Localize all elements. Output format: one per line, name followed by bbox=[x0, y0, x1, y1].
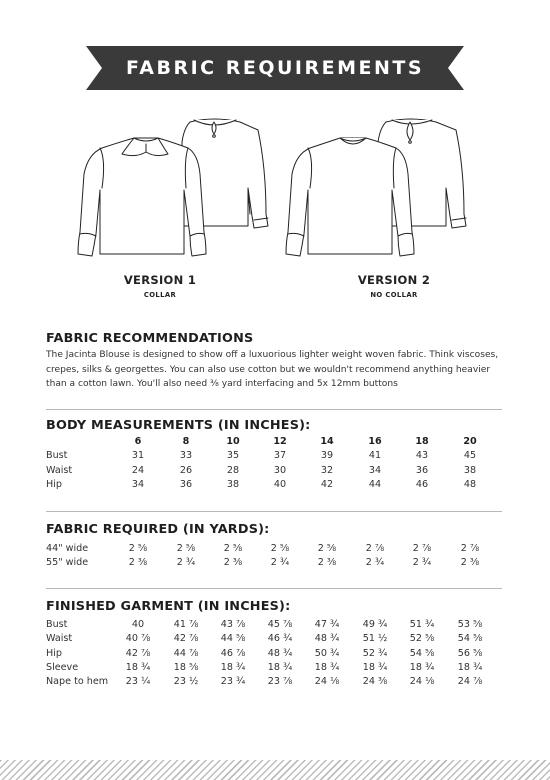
table-cell: 2 ⅞ bbox=[365, 543, 385, 554]
version-1-label: VERSION 1 bbox=[123, 273, 197, 287]
decorative-striped-footer bbox=[0, 760, 550, 780]
version-2-sublabel: NO COLLAR bbox=[370, 291, 418, 299]
table-cell: 23 ¾ bbox=[220, 676, 246, 688]
table-cell: 40 ⅞ bbox=[125, 633, 151, 645]
table-cell: 18 ¾ bbox=[314, 661, 340, 673]
table-row bbox=[46, 479, 506, 493]
table-cell: 18 ⅝ bbox=[173, 661, 199, 673]
size-header-cell: 12 bbox=[273, 436, 287, 447]
table-cell: 49 ¾ bbox=[362, 619, 388, 630]
table-cell: 32 bbox=[320, 464, 334, 476]
table-row bbox=[46, 450, 506, 464]
table-cell: 52 ⅝ bbox=[409, 633, 435, 645]
table-cell: 50 ¾ bbox=[314, 647, 340, 659]
page-title: FABRIC REQUIREMENTS bbox=[125, 57, 425, 79]
table-cell: 44 bbox=[368, 478, 382, 490]
table-cell: 26 bbox=[179, 464, 193, 476]
table-cell: 45 ⅞ bbox=[267, 619, 293, 630]
table-cell: 23 ⅞ bbox=[267, 676, 293, 688]
table-cell: 24 ⅛ bbox=[314, 676, 340, 688]
row-label: Hip bbox=[46, 478, 62, 490]
table-cell: 48 ¾ bbox=[267, 647, 293, 659]
table-cell: 46 ¾ bbox=[267, 633, 293, 645]
table-cell: 28 bbox=[226, 464, 240, 476]
row-label: 55" wide bbox=[46, 557, 89, 569]
table-cell: 30 bbox=[273, 464, 287, 476]
fabric-recommendations-text: The Jacinta Blouse is designed to show off a luxuorious lighter weight woven fabric. Think viscoses, crepes, silks & georgettes. You can also use cotton but we wouldn't recommend anything heavier than a cotton lawn. You'll also need ⅜ yard interfacing and 5x 12mm buttons bbox=[46, 350, 499, 390]
size-header-row bbox=[46, 436, 506, 450]
table-cell: 36 bbox=[179, 478, 193, 490]
version-2-label: VERSION 2 bbox=[357, 273, 431, 287]
version-1-sublabel: COLLAR bbox=[143, 291, 177, 299]
table-cell: 2 ⅝ bbox=[317, 543, 337, 554]
row-label: Sleeve bbox=[46, 661, 79, 673]
table-cell: 38 bbox=[463, 464, 477, 476]
table-cell: 2 ⅜ bbox=[223, 557, 243, 569]
table-cell: 44 ⅞ bbox=[173, 647, 199, 659]
size-header-cell: 8 bbox=[182, 436, 190, 447]
table-cell: 48 ¾ bbox=[314, 633, 340, 645]
table-cell: 2 ⅝ bbox=[270, 543, 290, 554]
table-cell: 2 ⅝ bbox=[223, 543, 243, 554]
table-cell: 18 ¾ bbox=[220, 661, 246, 673]
finished-garment-heading: FINISHED GARMENT (IN INCHES): bbox=[46, 599, 291, 614]
table-row bbox=[46, 648, 506, 662]
table-cell: 2 ¾ bbox=[412, 557, 432, 569]
table-cell: 41 ⅞ bbox=[173, 619, 199, 630]
size-header-cell: 10 bbox=[226, 436, 240, 447]
table-cell: 42 bbox=[320, 478, 334, 490]
table-cell: 18 ¾ bbox=[125, 661, 151, 673]
row-label: Bust bbox=[46, 619, 68, 630]
table-cell: 24 ⅜ bbox=[362, 676, 388, 688]
size-header-cell: 6 bbox=[134, 436, 142, 447]
table-cell: 18 ¾ bbox=[362, 661, 388, 673]
table-cell: 46 ⅞ bbox=[220, 647, 246, 659]
row-label: Waist bbox=[46, 464, 73, 476]
table-cell: 23 ¼ bbox=[125, 676, 151, 688]
version-2-front-view bbox=[286, 138, 414, 256]
row-label: Waist bbox=[46, 633, 73, 645]
table-row bbox=[46, 619, 506, 633]
table-cell: 46 bbox=[415, 478, 429, 490]
fabric-recommendations-heading: FABRIC RECOMMENDATIONS bbox=[46, 331, 254, 346]
row-label: Bust bbox=[46, 450, 68, 462]
row-label: Hip bbox=[46, 647, 62, 659]
table-row bbox=[46, 557, 506, 571]
table-cell: 2 ¾ bbox=[176, 557, 196, 569]
row-label: 44" wide bbox=[46, 543, 89, 554]
table-cell: 54 ⅝ bbox=[409, 647, 435, 659]
table-cell: 24 bbox=[131, 464, 145, 476]
version-2-blouse-illustration bbox=[276, 108, 506, 270]
table-cell: 45 bbox=[463, 450, 477, 462]
fabric-required-heading: FABRIC REQUIRED (IN YARDS): bbox=[46, 522, 270, 537]
table-cell: 2 ⅜ bbox=[460, 557, 480, 569]
table-cell: 38 bbox=[226, 478, 240, 490]
table-cell: 48 bbox=[463, 478, 477, 490]
table-cell: 52 ¾ bbox=[362, 647, 388, 659]
table-cell: 42 ⅞ bbox=[173, 633, 199, 645]
table-cell: 51 ¾ bbox=[409, 619, 435, 630]
section-divider bbox=[46, 588, 502, 589]
table-cell: 35 bbox=[226, 450, 240, 462]
version-1-front-view bbox=[78, 138, 206, 256]
table-row bbox=[46, 465, 506, 479]
size-header-cell: 16 bbox=[368, 436, 382, 447]
table-cell: 47 ¾ bbox=[314, 619, 340, 630]
table-cell: 40 bbox=[273, 478, 287, 490]
table-cell: 2 ⅝ bbox=[128, 543, 148, 554]
table-cell: 2 ⅞ bbox=[412, 543, 432, 554]
table-row bbox=[46, 633, 506, 647]
table-row bbox=[46, 676, 506, 690]
table-row bbox=[46, 543, 506, 557]
table-cell: 53 ⅝ bbox=[457, 619, 483, 630]
table-cell: 41 bbox=[368, 450, 382, 462]
table-cell: 2 ⅝ bbox=[176, 543, 196, 554]
table-cell: 43 ⅞ bbox=[220, 619, 246, 630]
table-cell: 2 ¾ bbox=[365, 557, 385, 569]
table-cell: 2 ¾ bbox=[270, 557, 290, 569]
size-header-cell: 14 bbox=[320, 436, 334, 447]
table-cell: 34 bbox=[368, 464, 382, 476]
table-cell: 42 ⅞ bbox=[125, 647, 151, 659]
table-cell: 24 ⅞ bbox=[457, 676, 483, 688]
table-cell: 31 bbox=[131, 450, 145, 462]
table-cell: 23 ½ bbox=[173, 676, 199, 688]
table-cell: 34 bbox=[131, 478, 145, 490]
section-divider bbox=[46, 409, 502, 410]
row-label: Nape to hem bbox=[46, 676, 109, 688]
table-cell: 18 ¾ bbox=[267, 661, 293, 673]
title-banner bbox=[86, 46, 464, 90]
table-cell: 33 bbox=[179, 450, 193, 462]
table-cell: 56 ⅝ bbox=[457, 647, 483, 659]
table-cell: 18 ¾ bbox=[409, 661, 435, 673]
table-cell: 37 bbox=[273, 450, 287, 462]
body-measurements-heading: BODY MEASUREMENTS (IN INCHES): bbox=[46, 418, 311, 433]
table-cell: 18 ¾ bbox=[457, 661, 483, 673]
table-cell: 44 ⅝ bbox=[220, 633, 246, 645]
table-cell: 39 bbox=[320, 450, 334, 462]
table-cell: 2 ⅜ bbox=[317, 557, 337, 569]
table-cell: 36 bbox=[415, 464, 429, 476]
table-cell: 43 bbox=[415, 450, 429, 462]
table-cell: 40 bbox=[131, 619, 145, 630]
table-cell: 24 ⅛ bbox=[409, 676, 435, 688]
size-header-cell: 20 bbox=[463, 436, 477, 447]
table-cell: 54 ⅝ bbox=[457, 633, 483, 645]
version-1-blouse-illustration bbox=[44, 108, 274, 270]
table-cell: 2 ⅞ bbox=[460, 543, 480, 554]
table-row bbox=[46, 662, 506, 676]
section-divider bbox=[46, 511, 502, 512]
table-cell: 2 ⅜ bbox=[128, 557, 148, 569]
table-cell: 51 ½ bbox=[362, 633, 388, 645]
size-header-cell: 18 bbox=[415, 436, 429, 447]
